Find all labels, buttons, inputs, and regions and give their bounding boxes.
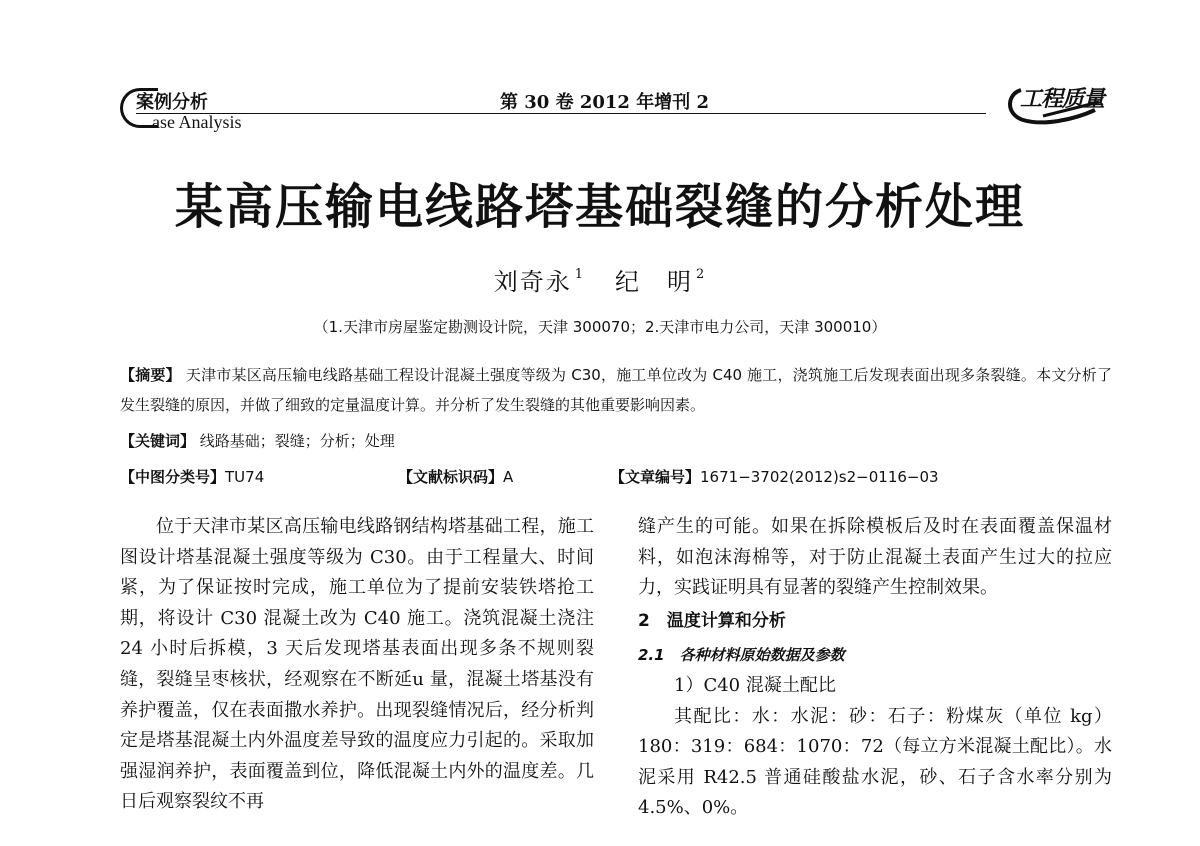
- body-paragraph: 缝产生的可能。如果在拆除模板后及时在表面覆盖保温材料，如泡沫海棉等，对于防止混凝土表面产生过大的拉应力，实践证明具有显著的裂缝产生控制效果。: [638, 516, 1112, 599]
- author-affil-mark: 2: [696, 267, 707, 282]
- issue-info: 第 30 卷 2012 年增刊 2: [500, 92, 710, 113]
- keywords-text: 线路基础；裂缝；分析；处理: [199, 432, 395, 450]
- abstract-text: 天津市某区高压输电线路基础工程设计混凝土强度等级为 C30，施工单位改为 C40 施工，浇筑施工后发现表面出现多条裂缝。本文分析了发生裂缝的原因，并做了细致的定量温度计算。并分析了发生裂缝的其他重要影响因素。: [120, 366, 1112, 414]
- author-list: [0, 262, 1200, 297]
- author-name: 纪 明: [615, 268, 693, 296]
- clc-value: TU74: [225, 468, 265, 486]
- document-code: [398, 466, 513, 487]
- author-affil-mark: 1: [574, 267, 585, 282]
- body-left-column: [120, 512, 594, 818]
- body-paragraph: 位于天津市某区高压输电线路钢结构塔基础工程，施工图设计塔基混凝土强度等级为 C30。由于工程量大、时间紧，为了保证按时完成，施工单位为了提前安装铁塔抢工期，将设计 C30 混凝土改为 C40 施工。浇筑混凝土浇注 24 小时后拆模，3 天后发现塔基表面出现多条不规则裂缝，裂缝呈枣核状，经观察在不断延u 量，混凝土塔基没有养护覆盖，仅在表面撒水养护。出现裂缝情况后，经分析判定是塔基混凝土内外温度差导致的温度应力引起的。采取加强湿润养护，表面覆盖到位，降低混凝土内外的温度差。几日后观察裂纹不再: [120, 516, 594, 813]
- section-label-en: ase Analysis: [152, 112, 242, 132]
- article-number: [610, 466, 939, 487]
- doc-code-label: 【文献标识码】: [398, 468, 504, 486]
- brand-name: 工程质量: [1020, 87, 1105, 112]
- affiliations: （1.天津市房屋鉴定勘测设计院，天津 300070；2.天津市电力公司，天津 300010）: [313, 318, 887, 336]
- body-right-column: [638, 512, 1112, 824]
- abstract: [120, 360, 1112, 420]
- article-number-label: 【文章编号】: [610, 468, 701, 486]
- section-label: 案例分析: [136, 92, 208, 113]
- paper-title: 某高压输电线路塔基础裂缝的分析处理: [174, 179, 1025, 235]
- author-name: 刘奇永: [493, 268, 572, 296]
- abstract-label: 【摘要】: [120, 366, 181, 384]
- clc-number: [120, 466, 264, 487]
- body-paragraph: 其配比：水：水泥：砂：石子：粉煤灰（单位 kg）180：319：684：1070：72（每立方米混凝土配比）。水泥采用 R42.5 普通硅酸盐水泥，砂、石子含水率分别为 4.5%、0%。: [638, 705, 1112, 819]
- list-item: 1）C40 混凝土配比: [674, 674, 836, 696]
- doc-code-value: A: [503, 468, 514, 486]
- clc-label: 【中图分类号】: [120, 468, 226, 486]
- keywords-label: 【关键词】: [120, 432, 196, 450]
- section-heading: 2 温度计算和分析: [638, 610, 786, 631]
- keywords: [120, 430, 395, 451]
- subsection-heading: 2.1 各种材料原始数据及参数: [638, 646, 845, 665]
- article-number-value: 1671−3702(2012)s2−0116−03: [700, 468, 939, 486]
